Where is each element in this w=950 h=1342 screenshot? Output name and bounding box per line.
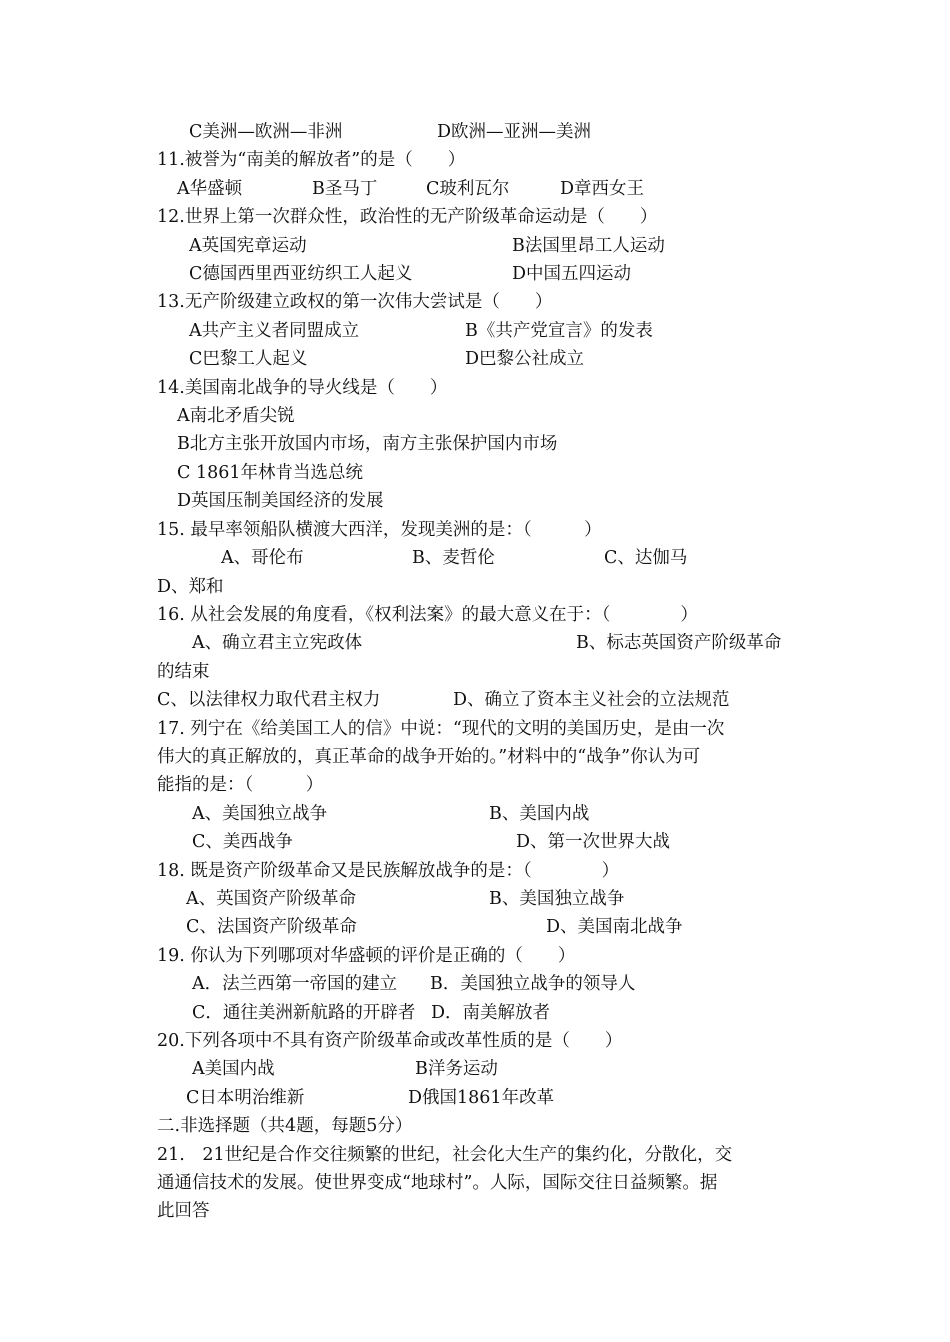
option-c: C 1861年林肯当选总统	[177, 463, 363, 483]
option-d: D中国五四运动	[512, 264, 632, 284]
option-a: A美国内战	[192, 1059, 275, 1079]
option-d: D欧洲—亚洲—美洲	[437, 122, 592, 142]
option-a: A南北矛盾尖锐	[177, 406, 295, 426]
question-12: 12.世界上第一次群众性，政治性的无产阶级革命运动是（ ）	[157, 207, 658, 227]
section-heading: 二.非选择题（共4题，每题5分）	[157, 1116, 413, 1136]
option-a: A华盛顿	[177, 179, 243, 199]
question-21: 21. 21世纪是合作交往频繁的世纪，社会化大生产的集约化，分散化，交	[157, 1145, 733, 1165]
option-a: A、英国资产阶级革命	[186, 889, 357, 909]
option-c: C、法国资产阶级革命	[186, 917, 357, 937]
option-b: B、麦哲伦	[412, 548, 495, 568]
option-b: B北方主张开放国内市场，南方主张保护国内市场	[177, 434, 558, 454]
question-20: 20.下列各项中不具有资产阶级革命或改革性质的是（ ）	[157, 1031, 623, 1051]
option-b: B、美国内战	[489, 804, 590, 824]
option-a: A、确立君主立宪政体	[192, 633, 363, 653]
question-17-continued: 伟大的真正解放的，真正革命的战争开始的。”材料中的“战争”你认为可	[157, 747, 701, 767]
question-19: 19. 你认为下列哪项对华盛顿的评价是正确的（ ）	[157, 946, 576, 966]
option-c: C玻利瓦尔	[426, 179, 510, 199]
option-d: D英国压制美国经济的发展	[177, 491, 384, 511]
option-d: D巴黎公社成立	[465, 349, 585, 369]
question-21-continued: 通通信技术的发展。使世界变成“地球村”。人际，国际交往日益频繁。据	[157, 1173, 718, 1193]
option-a: A、哥伦布	[221, 548, 304, 568]
option-d: D、郑和	[157, 577, 224, 597]
option-b-continued: 的结束	[157, 662, 210, 682]
option-a: A．法兰西第一帝国的建立	[192, 974, 398, 994]
question-17: 17. 列宁在《给美国工人的信》中说：“现代的文明的美国历史，是由一次	[157, 719, 725, 739]
question-13: 13.无产阶级建立政权的第一次伟大尝试是（ ）	[157, 292, 553, 312]
option-a: A共产主义者同盟成立	[189, 321, 360, 341]
option-b: B洋务运动	[415, 1059, 498, 1079]
option-b: B、美国独立战争	[489, 889, 625, 909]
option-b: B圣马丁	[312, 179, 378, 199]
option-b: B法国里昂工人运动	[512, 236, 665, 256]
question-21-continued: 此回答	[157, 1201, 210, 1221]
option-c: C日本明治维新	[186, 1088, 305, 1108]
option-d: D、美国南北战争	[546, 917, 683, 937]
option-b: B、标志英国资产阶级革命	[576, 633, 782, 653]
question-14: 14.美国南北战争的导火线是（ ）	[157, 378, 448, 398]
option-a: A、美国独立战争	[192, 804, 328, 824]
option-b: B《共产党宣言》的发表	[465, 321, 653, 341]
question-16: 16. 从社会发展的角度看，《权利法案》的最大意义在于：（ ）	[157, 605, 698, 625]
question-18: 18. 既是资产阶级革命又是民族解放战争的是：（ ）	[157, 861, 620, 881]
option-d: D俄国1861年改革	[408, 1088, 555, 1108]
option-d: D．南美解放者	[431, 1003, 551, 1023]
option-a: A英国宪章运动	[189, 236, 307, 256]
option-c: C、美西战争	[192, 832, 293, 852]
option-c: C、以法律权力取代君主权力	[157, 690, 381, 710]
option-d: D章西女王	[560, 179, 645, 199]
option-d: D、确立了资本主义社会的立法规范	[453, 690, 730, 710]
option-c: C美洲—欧洲—非洲	[189, 122, 343, 142]
option-b: B．美国独立战争的领导人	[430, 974, 636, 994]
option-c: C德国西里西亚纺织工人起义	[189, 264, 413, 284]
option-c: C．通往美洲新航路的开辟者	[192, 1003, 416, 1023]
option-c: C、达伽马	[604, 548, 688, 568]
option-d: D、第一次世界大战	[516, 832, 671, 852]
question-17-continued: 能指的是：（ ）	[157, 775, 324, 795]
question-15: 15. 最早率领船队横渡大西洋，发现美洲的是：（ ）	[157, 520, 602, 540]
question-11: 11.被誉为“南美的解放者”的是（ ）	[157, 150, 466, 170]
option-c: C巴黎工人起义	[189, 349, 308, 369]
